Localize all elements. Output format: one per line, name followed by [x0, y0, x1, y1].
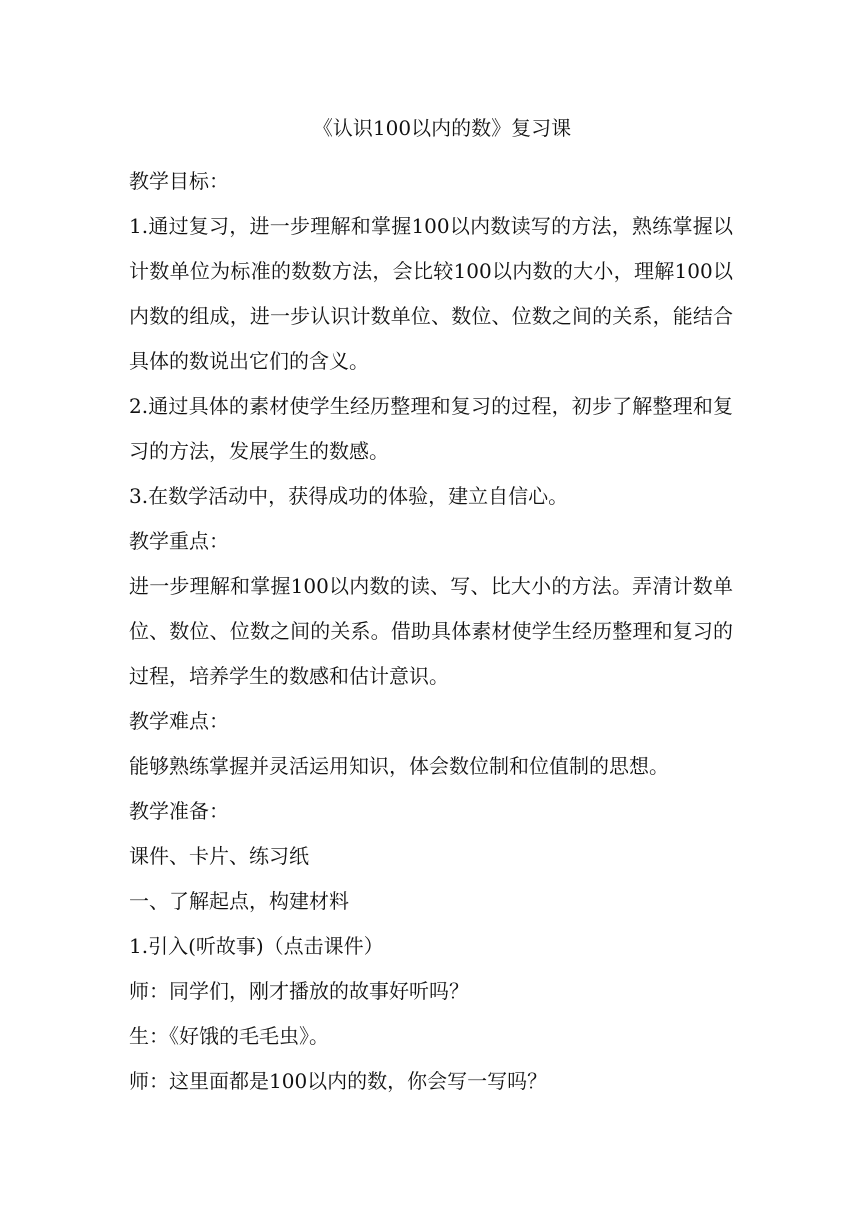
heading-preparation: 教学准备： — [129, 799, 229, 823]
document-body — [129, 113, 733, 1104]
dialogue-teacher-2: 师：这里面都是100以内的数，你会写一写吗？ — [129, 1069, 548, 1093]
document-title: 《认识100以内的数》复习课 — [312, 116, 572, 140]
dialogue-teacher-1: 师：同学们，刚才播放的故事好听吗？ — [129, 979, 469, 1003]
goal-3-paragraph: 3.在数学活动中，获得成功的体验，建立自信心。 — [129, 484, 569, 508]
dialogue-student-1: 生：《好饿的毛毛虫》。 — [129, 1024, 329, 1048]
heading-key-points: 教学重点： — [129, 529, 229, 553]
goal-1-paragraph: 1.通过复习，进一步理解和掌握100以内数读写的方法，熟练掌握以计数单位为标准的数数方法，会比较100以内数的大小，理解100以内数的组成，进一步认识计数单位、数位、位数之间的关系，能结合具体的数说出它们的含义。 — [129, 214, 733, 373]
heading-teaching-goals: 教学目标： — [129, 169, 229, 193]
key-points-paragraph: 进一步理解和掌握100以内数的读、写、比大小的方法。弄清计数单位、数位、位数之间的关系。借助具体素材使学生经历整理和复习的过程，培养学生的数感和估计意识。 — [129, 574, 733, 688]
difficulties-paragraph: 能够熟练掌握并灵活运用知识，体会数位制和位值制的思想。 — [129, 754, 669, 778]
goal-2-paragraph: 2.通过具体的素材使学生经历整理和复习的过程，初步了解整理和复习的方法，发展学生的数感。 — [129, 394, 733, 463]
preparation-paragraph: 课件、卡片、练习纸 — [129, 844, 309, 868]
section-1-step-1: 1.引入(听故事)（点击课件） — [129, 934, 384, 958]
heading-difficulties: 教学难点： — [129, 709, 229, 733]
section-1-heading: 一、了解起点，构建材料 — [129, 889, 349, 913]
